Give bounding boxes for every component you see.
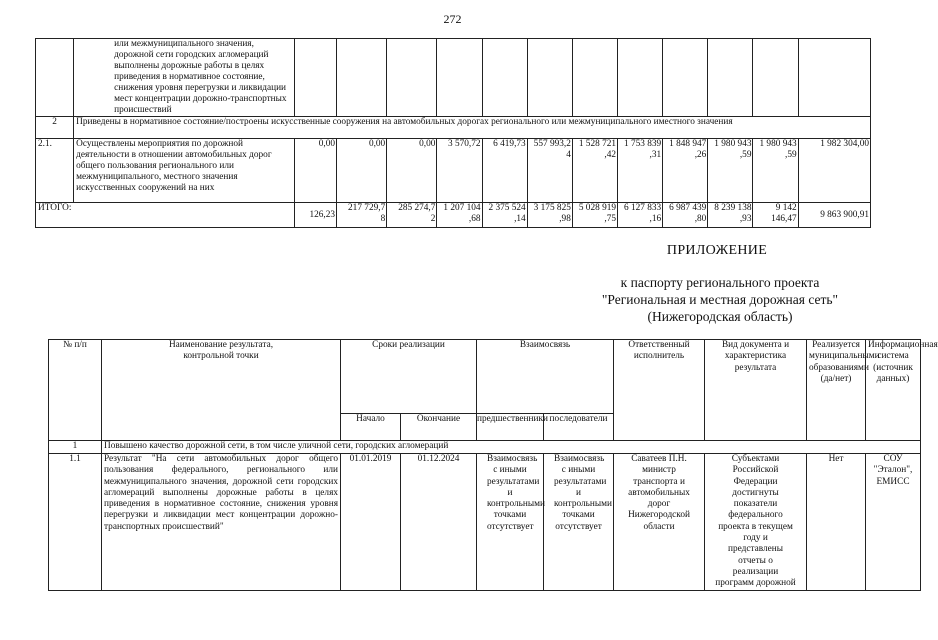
cell-value: 2 375 524 ,14 <box>482 203 527 228</box>
realized: Нет <box>807 454 866 591</box>
header-successors: последователи <box>544 414 614 441</box>
row-number: 1 <box>49 441 102 454</box>
cell-value: 9 142 146,47 <box>753 203 798 228</box>
total-label: ИТОГО: <box>36 203 295 228</box>
cell-value: 1 753 839 ,31 <box>618 139 663 203</box>
cell-value: 126,23 <box>294 203 336 228</box>
page-number: 272 <box>443 12 462 26</box>
total-row <box>36 203 871 228</box>
cell-value: 0,00 <box>387 139 437 203</box>
cell-value: 3 175 825 ,98 <box>527 203 572 228</box>
header-num: № п/п <box>49 340 102 441</box>
header-predecessors: предшественники <box>477 414 544 441</box>
table-row <box>49 441 921 454</box>
header-relation: Взаимосвязь <box>477 340 614 414</box>
results-table <box>48 339 938 591</box>
row-text: или межмуниципального значения, дорожной сети городских агломераций выполнены дорожные работы в целях приведения в нормативное состояние, снижения уровня перегрузки и ликвидации мест концентрации дорожно-транспортных происшествий <box>74 39 295 117</box>
financing-table <box>35 38 871 228</box>
cell-value: 6 127 833 ,16 <box>618 203 663 228</box>
appendix-line: "Региональная и местная дорожная сеть" <box>601 292 839 307</box>
table-row <box>36 117 871 139</box>
appendix-title: ПРИЛОЖЕНИЕ <box>666 243 768 258</box>
cell-value: 5 028 919 ,75 <box>572 203 617 228</box>
cell-value: 1 980 943 ,59 <box>753 139 798 203</box>
header-name: Наименование результата, контрольной точки <box>102 340 341 441</box>
end-date: 01.12.2024 <box>401 454 477 591</box>
predecessors: Взаимосвязь с иными результатами и контрольными точками отсутствует <box>477 454 544 591</box>
table-row <box>36 39 871 117</box>
cell-value: 3 570,72 <box>437 139 482 203</box>
header-end: Окончание <box>401 414 477 441</box>
row-text: Осуществлены мероприятия по дорожной деятельности в отношении автомобильных дорог общего пользования регионального или межмуниципального, местного значения искусственных сооружений на них <box>74 139 295 203</box>
cell-value: 6 419,73 <box>482 139 527 203</box>
cell-value: 1 982 304,00 <box>798 139 870 203</box>
info-system: СОУ "Эталон", ЕМИСС <box>866 454 921 591</box>
start-date: 01.01.2019 <box>341 454 401 591</box>
cell-value: 1 528 721 ,42 <box>572 139 617 203</box>
header-info: Информационная система (источник данных) <box>866 340 921 441</box>
result-name: Результат "На сети автомобильных дорог общего пользования федерального, регионального или межмуниципального значения, дорожной сети городских агломераций выполнены дорожные работы в целях приведения в нормативное состояние, снижения уровня перегрузки и ликвидации мест концентрации дорожно-транспортных происшествий" <box>102 454 341 591</box>
row-text: Приведены в нормативное состояние/построены искусственные сооружения на автомобильных дорогах регионального или межмуниципального иместного значения <box>74 117 871 139</box>
header-realized: Реализуется муниципальными образованиями (да/нет) <box>807 340 866 441</box>
table-row <box>49 454 921 591</box>
cell-value: 0,00 <box>337 139 387 203</box>
successors: Взаимосвязь с иными результатами и контрольными точками отсутствует <box>544 454 614 591</box>
cell-value: 0,00 <box>294 139 336 203</box>
cell-value: 1 207 104 ,68 <box>437 203 482 228</box>
doc-type: Субъектами Российской Федерации достигнуты показатели федерального проекта в текущем году и представлены отчеты о реализации программ дорожной <box>705 454 807 591</box>
appendix-subtitle <box>590 274 850 325</box>
responsible: Саватеев П.Н. министр транспорта и автомобильных дорог Нижегородской области <box>614 454 705 591</box>
cell-value: 9 863 900,91 <box>798 203 870 228</box>
row-number: 2 <box>36 117 74 139</box>
cell-value: 557 993,2 4 <box>527 139 572 203</box>
table-row <box>36 139 871 203</box>
header-start: Начало <box>341 414 401 441</box>
header-doc-type: Вид документа и характеристика результата <box>705 340 807 441</box>
cell-value: 6 987 439 ,80 <box>663 203 708 228</box>
header-terms: Сроки реализации <box>341 340 477 414</box>
header-row <box>49 340 921 414</box>
cell-value: 1 848 947 ,26 <box>663 139 708 203</box>
cell-value: 217 729,7 8 <box>337 203 387 228</box>
cell-value: 1 980 943 ,59 <box>708 139 753 203</box>
row-number: 1.1 <box>49 454 102 591</box>
row-number: 2.1. <box>36 139 74 203</box>
row-text: Повышено качество дорожной сети, в том числе уличной сети, городских агломераций <box>102 441 921 454</box>
header-responsible: Ответственный исполнитель <box>614 340 705 441</box>
cell-value: 8 239 138 ,93 <box>708 203 753 228</box>
appendix-line: (Нижегородская область) <box>647 309 793 324</box>
appendix-line: к паспорту регионального проекта <box>620 275 820 290</box>
cell-value: 285 274,7 2 <box>387 203 437 228</box>
